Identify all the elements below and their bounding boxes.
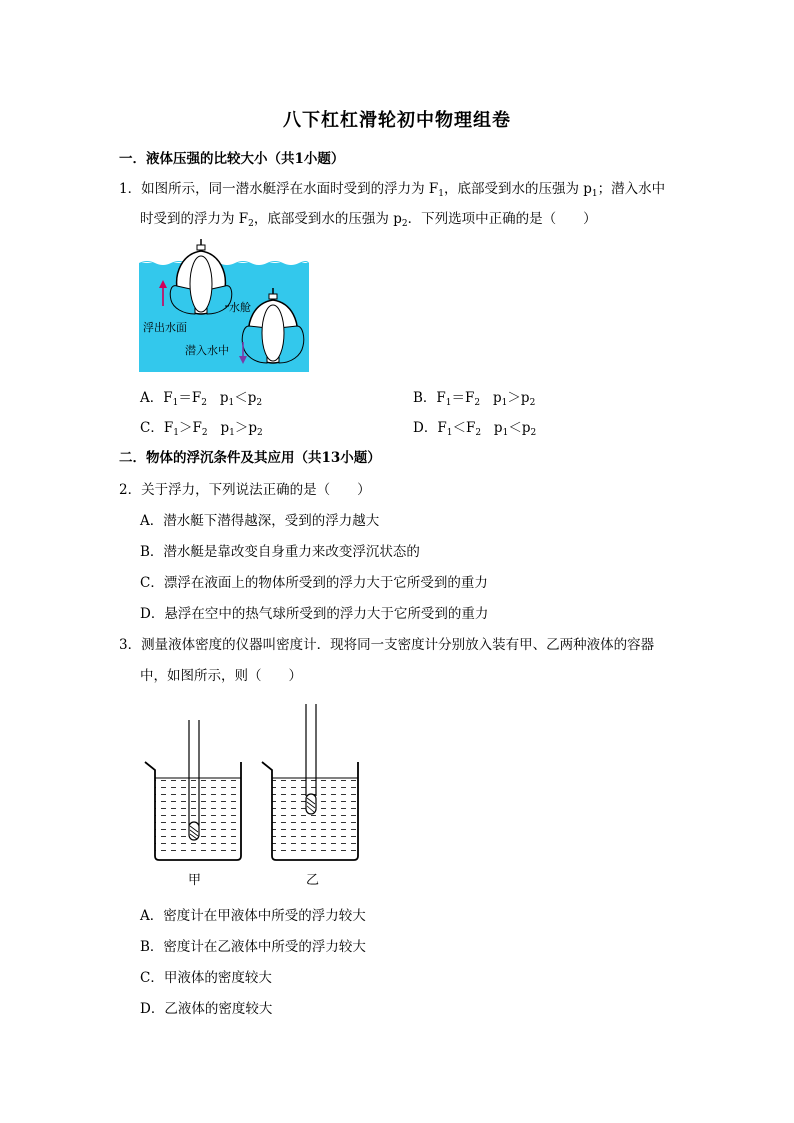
q1-stem-line2: 时受到的浮力为 $F_2$，底部受到水的压强为 $p_2$．下列选项中正确的是（ ） bbox=[140, 211, 597, 229]
beaker-yi bbox=[262, 704, 358, 860]
submarine-surfaced bbox=[170, 239, 232, 314]
q2-option-c[interactable]: C．漂浮在液面上的物体所受到的浮力大于它所受到的重力 bbox=[140, 575, 488, 591]
label-tank: 水舱 bbox=[229, 301, 251, 314]
q3-option-d[interactable]: D．乙液体的密度较大 bbox=[140, 1001, 273, 1017]
q3-option-c[interactable]: C．甲液体的密度较大 bbox=[140, 970, 272, 986]
q1-stem-line1: 1．如图所示，同一潜水艇浮在水面时受到的浮力为 $F_1$，底部受到水的压强为 $p_1$；潜入水中 bbox=[119, 181, 666, 199]
q3-option-a[interactable]: A．密度计在甲液体中所受的浮力较大 bbox=[140, 908, 366, 924]
label-yi: 乙 bbox=[306, 873, 320, 888]
q3-option-b[interactable]: B．密度计在乙液体中所受的浮力较大 bbox=[140, 939, 366, 955]
submarine-figure bbox=[139, 236, 309, 372]
beaker-jia bbox=[145, 720, 241, 860]
q2-option-b[interactable]: B．潜水艇是靠改变自身重力来改变浮沉状态的 bbox=[140, 544, 420, 560]
page-title: 八下杠杠滑轮初中物理组卷 bbox=[283, 110, 511, 131]
q3-stem-line2: 中，如图所示，则（ ） bbox=[140, 668, 302, 684]
q1-option-a[interactable]: A．$F_1=F_2$ $p_1<p_2$ bbox=[140, 390, 263, 408]
q1-option-c[interactable]: C．$F_1>F_2$ $p_1>p_2$ bbox=[140, 420, 263, 438]
q1-option-b[interactable]: B．$F_1=F_2$ $p_1>p_2$ bbox=[413, 390, 536, 408]
label-dive: 潜入水中 bbox=[185, 344, 229, 357]
section-heading-2: 二．物体的浮沉条件及其应用（共13小题） bbox=[119, 450, 381, 466]
label-jia: 甲 bbox=[188, 873, 202, 888]
q3-stem-line1: 3．测量液体密度的仪器叫密度计．现将同一支密度计分别放入装有甲、乙两种液体的容器 bbox=[119, 637, 655, 653]
q2-stem: 2．关于浮力，下列说法正确的是（ ） bbox=[119, 482, 371, 498]
section-heading-1: 一．液体压强的比较大小（共1小题） bbox=[119, 151, 345, 167]
label-float-up: 浮出水面 bbox=[143, 321, 187, 334]
q2-option-d[interactable]: D．悬浮在空中的热气球所受到的浮力大于它所受到的重力 bbox=[140, 606, 489, 622]
q2-option-a[interactable]: A．潜水艇下潜得越深，受到的浮力越大 bbox=[140, 513, 380, 529]
hydrometer-figure bbox=[140, 700, 360, 890]
q1-option-d[interactable]: D．$F_1<F_2$ $p_1<p_2$ bbox=[413, 420, 537, 438]
